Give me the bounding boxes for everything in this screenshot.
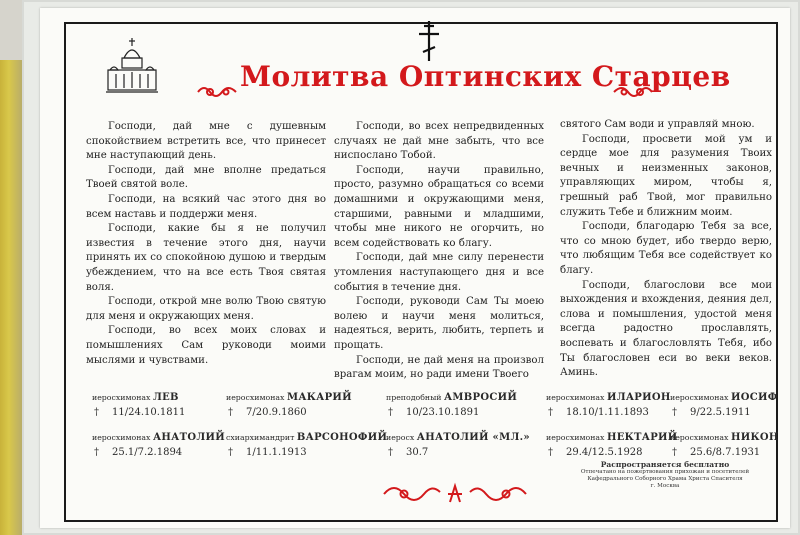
cross-icon: † bbox=[548, 407, 553, 418]
page-title: Молитва Оптинских Старцев bbox=[240, 60, 731, 93]
distribution-title: Распространяется бесплатно bbox=[600, 460, 730, 469]
elder-dates: † 18.10/1.11.1893 bbox=[548, 407, 649, 418]
orthodox-cross-icon bbox=[415, 20, 443, 62]
elder-dates: † 29.4/12.5.1928 bbox=[548, 447, 643, 458]
prayer-paragraph: Господи, не дай меня на произвол врагам моим, но ради имени Твоего bbox=[334, 354, 544, 381]
elder-title: иеросхимонах bbox=[546, 393, 605, 402]
cross-icon: † bbox=[94, 447, 99, 458]
prayer-paragraph: Господи, открой мне волю Твою святую для меня и окружающих меня. bbox=[86, 296, 326, 322]
elder-title: иеросхимонах bbox=[670, 433, 729, 442]
prayer-paragraph: святого Сам води и управляй мною. bbox=[560, 119, 755, 130]
elder-title: иеросхимонах bbox=[226, 393, 285, 402]
elder-name: ЛЕВ bbox=[152, 392, 179, 403]
elder-title: иеросхимонах bbox=[546, 433, 605, 442]
elder-dates: † 7/20.9.1860 bbox=[228, 407, 307, 418]
elder-entry bbox=[92, 432, 225, 458]
cross-icon: † bbox=[228, 447, 233, 458]
prayer-paragraph: Господи, дай мне силу перенести утомления наступающего дня и все события в течение дня. bbox=[334, 252, 544, 293]
prayer-column-1 bbox=[86, 120, 326, 368]
distribution-line: Отпечатано на пожертвования прихожан и посетителей bbox=[580, 469, 750, 475]
distribution-note bbox=[560, 460, 770, 490]
background-object bbox=[0, 60, 22, 535]
prayer-paragraph: Господи, дай мне с душевным спокойствием встретить все, что принесет мне наступающий день. bbox=[86, 121, 326, 162]
elder-name: АНАТОЛИЙ bbox=[152, 432, 225, 443]
elder-entry bbox=[226, 432, 387, 458]
elder-name: МАКАРИЙ bbox=[286, 392, 352, 403]
elder-title: схиархимандрит bbox=[226, 433, 295, 442]
elder-dates: † 11/24.10.1811 bbox=[94, 407, 186, 418]
elder-dates: † 10/23.10.1891 bbox=[388, 407, 480, 418]
cross-icon: † bbox=[548, 447, 553, 458]
elder-title: иеросхимонах bbox=[92, 393, 151, 402]
elder-name: АМВРОСИЙ bbox=[443, 392, 518, 403]
elder-entry bbox=[546, 432, 678, 458]
elder-name: ИОСИФ bbox=[730, 392, 778, 403]
prayer-paragraph: Господи, во всех непредвиденных случаях не дай мне забыть, что все ниспослано Тобой. bbox=[334, 121, 544, 162]
elder-dates: † 25.6/8.7.1931 bbox=[672, 447, 761, 458]
prayer-paragraph: Господи, благослови все мои выхождения и вхождения, деяния дел, слова и помышления, удостой меня всегда радостно прославлять, воспевать и благословлять Тебя, ибо Ты благословен еси во веки веков. Аминь. bbox=[560, 279, 772, 379]
prayer-paragraph: Господи, какие бы я не получил известия в течение этого дня, научи принять их со спокойною душою и твердым убеждением, что на все есть Твоя святая воля. bbox=[86, 223, 326, 293]
cross-icon: † bbox=[672, 407, 677, 418]
elder-name: ВАРСОНОФИЙ bbox=[296, 432, 388, 443]
elder-dates: † 1/11.1.1913 bbox=[228, 447, 307, 458]
elder-entry bbox=[386, 392, 517, 418]
prayer-paragraph: Господи, во всех моих словах и помышлениях Сам руководи моими мыслями и чувствами. bbox=[86, 325, 326, 366]
elder-entry bbox=[670, 392, 778, 418]
elder-name: АНАТОЛИЙ «МЛ.» bbox=[416, 432, 530, 443]
cross-icon: † bbox=[388, 447, 393, 458]
prayer-paragraph: Господи, на всякий час этого дня во всем наставь и поддержи меня. bbox=[86, 193, 326, 220]
elder-title: иеросх bbox=[386, 433, 415, 442]
elder-entry bbox=[386, 432, 530, 458]
elder-name: НЕКТАРИЙ bbox=[606, 432, 678, 443]
elder-entry bbox=[546, 392, 671, 418]
elder-entry bbox=[670, 432, 779, 458]
distribution-line: Кафедрального Соборного Храма Христа Спасителя bbox=[587, 476, 743, 482]
prayer-column-2 bbox=[334, 120, 544, 383]
elder-title: преподобный bbox=[386, 393, 442, 402]
elder-title: иеросхимонах bbox=[670, 393, 729, 402]
prayer-paragraph: Господи, дай мне вполне предаться Твоей святой воле. bbox=[86, 164, 326, 191]
elder-dates: † 25.1/7.2.1894 bbox=[94, 447, 183, 458]
bottom-ornament-icon bbox=[380, 478, 530, 508]
prayer-paragraph: Господи, благодарю Тебя за все, что со мною будет, ибо твердо верю, что любящим Тебя все содействует ко благу. bbox=[560, 221, 772, 276]
elder-dates: † 9/22.5.1911 bbox=[672, 407, 751, 418]
church-icon bbox=[104, 36, 160, 98]
cross-icon: † bbox=[94, 407, 99, 418]
cross-icon: † bbox=[228, 407, 233, 418]
ornament-left-icon bbox=[196, 82, 238, 102]
cross-icon: † bbox=[388, 407, 393, 418]
elder-entry bbox=[92, 392, 185, 418]
elder-title: иеросхимонах bbox=[92, 433, 151, 442]
elder-dates: † 30.7 bbox=[388, 447, 429, 458]
elder-entry bbox=[226, 392, 352, 418]
cross-icon: † bbox=[672, 447, 677, 458]
elder-name: ИЛАРИОН bbox=[606, 392, 671, 403]
elder-name: НИКОН bbox=[730, 432, 779, 443]
prayer-paragraph: Господи, научи правильно, просто, разумно обращаться со всеми домашними и окружающими меня, старшими, равными и младшими, чтобы мне никого не огорчить, но всем содействовать ко благу. bbox=[334, 164, 544, 249]
prayer-column-3 bbox=[560, 118, 772, 381]
distribution-line: г. Москва bbox=[650, 483, 680, 489]
ornament-right-icon bbox=[612, 82, 654, 102]
prayer-paragraph: Господи, просвети мой ум и сердце мое для разумения Твоих вечных и неизменных законов, управляющих миром, чтобы я, грешный раб Твой, мог правильно служить Тебе и ближним моим. bbox=[560, 133, 772, 218]
prayer-paragraph: Господи, руководи Сам Ты моею волею и научи меня молиться, надеяться, верить, любить, терпеть и прощать. bbox=[334, 296, 544, 351]
background-wall bbox=[0, 0, 22, 60]
